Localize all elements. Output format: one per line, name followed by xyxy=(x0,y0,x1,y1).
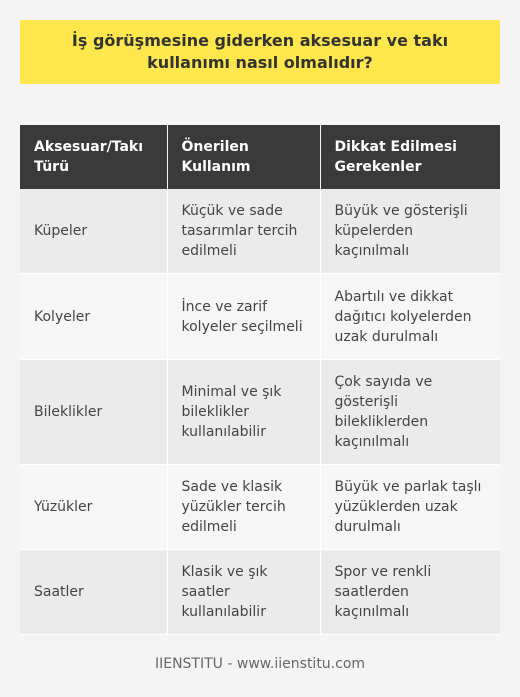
footer-credit: IIENSTITU - www.iienstitu.com xyxy=(154,656,366,672)
cell-points-to-note: Abartılı ve dikkat dağıtıcı kolyelerden uzak durulmalı xyxy=(320,274,500,360)
cell-accessory-type: Küpeler xyxy=(20,189,167,274)
header-accessory-type: Aksesuar/Takı Türü xyxy=(20,125,167,189)
cell-recommended-use: Sade ve klasik yüzükler tercih edilmeli xyxy=(167,465,320,550)
table-row xyxy=(20,360,500,465)
accessory-table xyxy=(20,125,500,635)
cell-accessory-type: Kolyeler xyxy=(20,274,167,360)
cell-accessory-type: Saatler xyxy=(20,550,167,635)
title-banner xyxy=(20,20,500,84)
header-recommended-use: Önerilen Kullanım xyxy=(167,125,320,189)
cell-recommended-use: İnce ve zarif kolyeler seçilmeli xyxy=(167,274,320,360)
cell-accessory-type: Bileklikler xyxy=(20,360,167,465)
page-title: İş görüşmesine giderken aksesuar ve takı kullanımı nasıl olmalıdır? xyxy=(71,31,449,72)
cell-recommended-use: Minimal ve şık bileklikler kullanılabilir xyxy=(167,360,320,465)
header-points-to-note: Dikkat Edilmesi Gerekenler xyxy=(320,125,500,189)
cell-accessory-type: Yüzükler xyxy=(20,465,167,550)
cell-points-to-note: Çok sayıda ve gösterişli bilekliklerden kaçınılmalı xyxy=(320,360,500,465)
cell-recommended-use: Klasik ve şık saatler kullanılabilir xyxy=(167,550,320,635)
cell-points-to-note: Büyük ve parlak taşlı yüzüklerden uzak durulmalı xyxy=(320,465,500,550)
table-row xyxy=(20,189,500,274)
cell-points-to-note: Spor ve renkli saatlerden kaçınılmalı xyxy=(320,550,500,635)
cell-points-to-note: Büyük ve gösterişli küpelerden kaçınılmalı xyxy=(320,189,500,274)
table-header-row xyxy=(20,125,500,189)
cell-recommended-use: Küçük ve sade tasarımlar tercih edilmeli xyxy=(167,189,320,274)
table-row xyxy=(20,550,500,635)
table-row xyxy=(20,465,500,550)
table-row xyxy=(20,274,500,360)
